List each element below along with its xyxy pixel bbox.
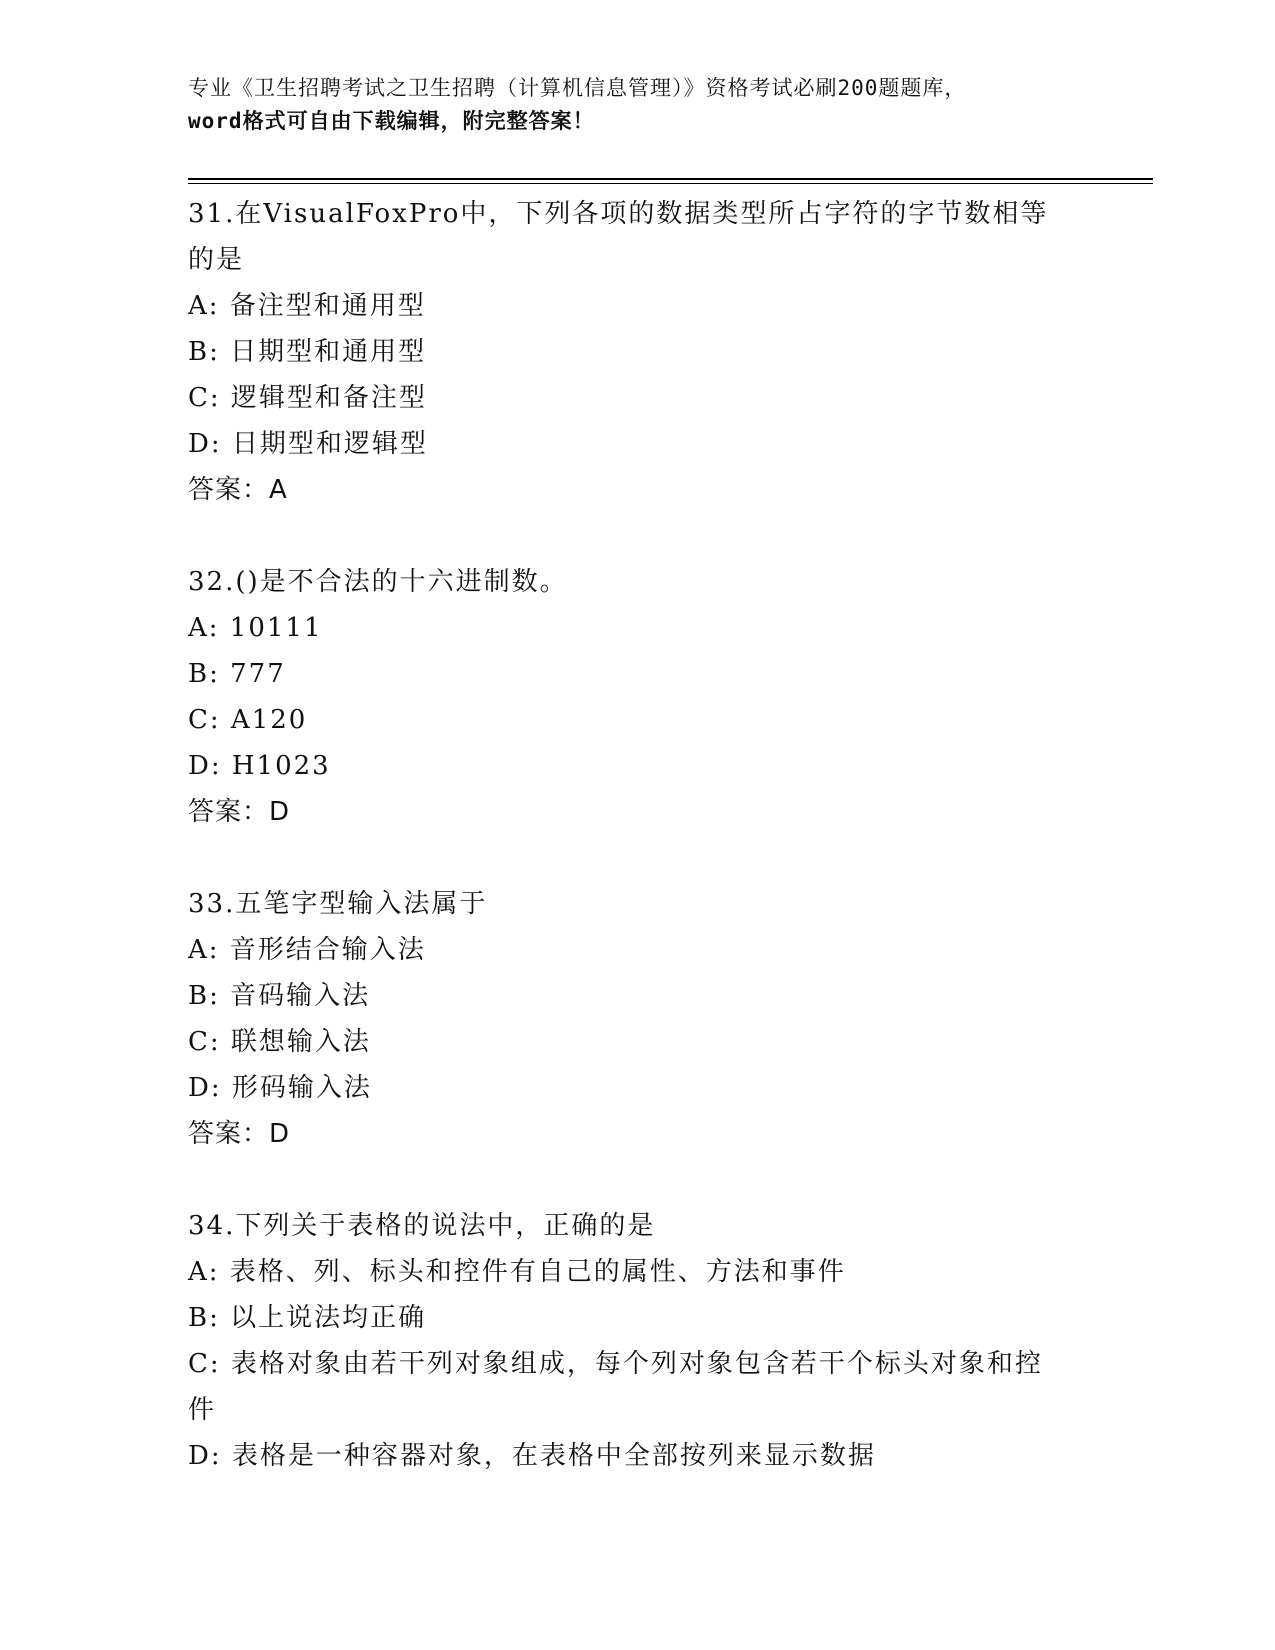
option-b: B: 音码输入法 [188, 981, 371, 1011]
option-d: D: H1023 [188, 751, 331, 781]
option-c: C: 逻辑型和备注型 [188, 383, 427, 413]
option-d: D: 日期型和逻辑型 [188, 429, 428, 459]
question-stem: 33.五笔字型输入法属于 [188, 889, 488, 919]
header-divider [188, 178, 1153, 184]
option-b: B: 777 [188, 659, 286, 689]
option-c: C: A120 [188, 705, 308, 735]
option-b: B: 以上说法均正确 [188, 1303, 427, 1333]
header-title-line2: word格式可自由下载编辑，附完整答案！ [188, 109, 595, 133]
answer: 答案：D [188, 1119, 291, 1149]
option-d: D: 表格是一种容器对象，在表格中全部按列来显示数据 [188, 1441, 876, 1471]
option-a: A: 表格、列、标头和控件有自己的属性、方法和事件 [188, 1257, 846, 1287]
question-stem: 32.()是不合法的十六进制数。 [188, 567, 568, 597]
question-gap [188, 513, 1088, 559]
option-a: A: 10111 [188, 613, 323, 643]
question-stem-continued: 的是 [188, 245, 245, 275]
question-stem: 34.下列关于表格的说法中，正确的是 [188, 1211, 656, 1241]
option-c-continued: 件 [188, 1395, 217, 1425]
question-gap [188, 835, 1088, 881]
document-header [188, 72, 1088, 138]
option-d: D: 形码输入法 [188, 1073, 372, 1103]
answer: 答案：D [188, 797, 291, 827]
question-31 [188, 191, 1088, 513]
option-a: A: 音形结合输入法 [188, 935, 426, 965]
question-list [188, 191, 1088, 1479]
question-33 [188, 881, 1088, 1157]
header-title-line1: 专业《卫生招聘考试之卫生招聘（计算机信息管理）》资格考试必刷200题题库， [188, 76, 967, 100]
divider-line-top [188, 178, 1153, 180]
question-34 [188, 1203, 1088, 1479]
question-stem: 31.在VisualFoxPro中，下列各项的数据类型所占字符的字节数相等 [188, 199, 1049, 229]
question-gap [188, 1157, 1088, 1203]
question-32 [188, 559, 1088, 835]
option-a: A: 备注型和通用型 [188, 291, 426, 321]
option-b: B: 日期型和通用型 [188, 337, 427, 367]
answer: 答案：A [188, 475, 288, 505]
option-c: C: 联想输入法 [188, 1027, 371, 1057]
option-c: C: 表格对象由若干列对象组成，每个列对象包含若干个标头对象和控 [188, 1349, 1043, 1379]
divider-line-bottom [188, 183, 1153, 184]
